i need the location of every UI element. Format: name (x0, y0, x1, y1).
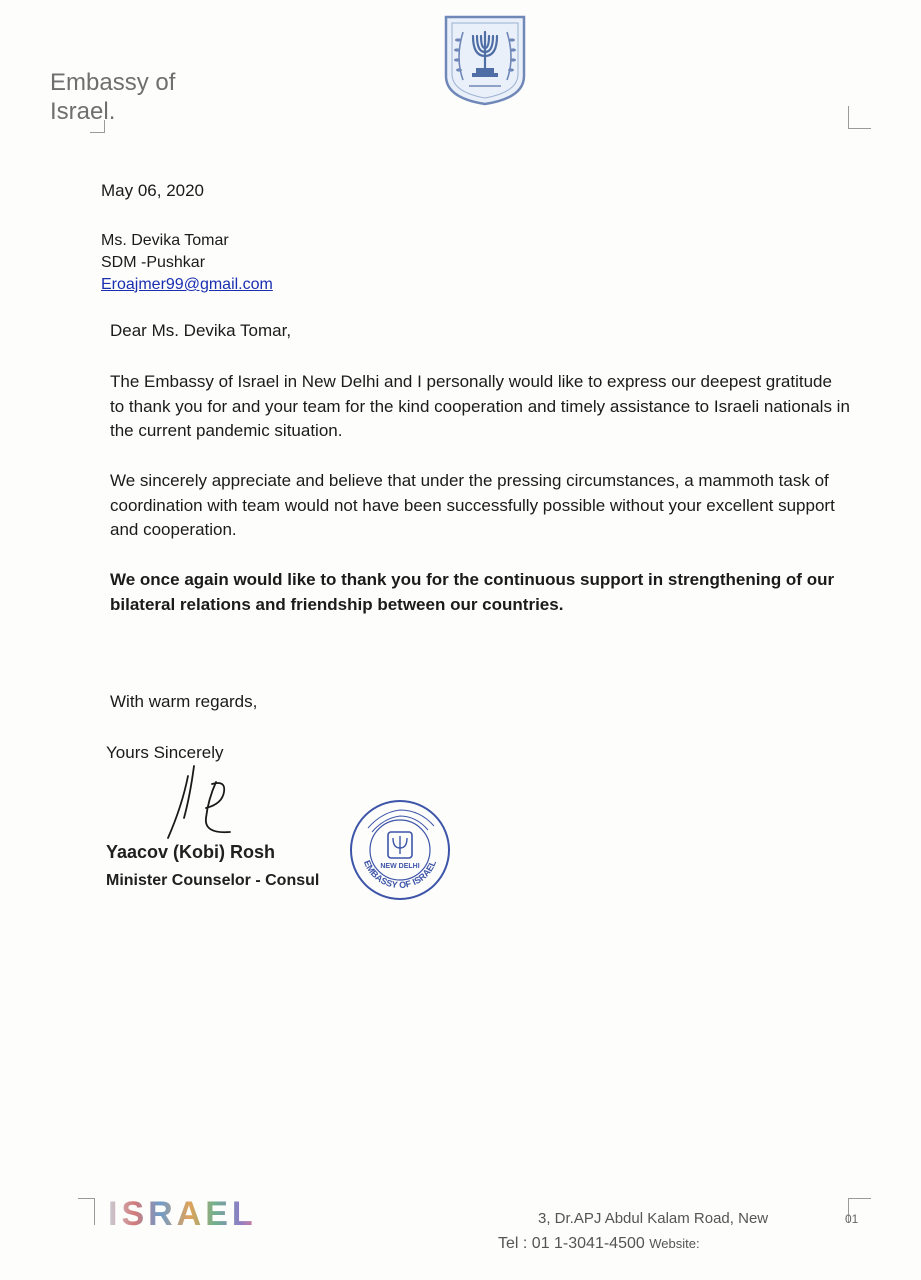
paragraph-1: The Embassy of Israel in New Delhi and I personally would like to express our deepest gratitude to thank you for and your team for the kind cooperation and timely assistance to Israeli nationals in the current pandemic situation. (110, 372, 850, 440)
svg-text:ISRAEL: ISRAEL (108, 1197, 257, 1229)
signer-name: Yaacov (Kobi) Rosh (106, 842, 276, 862)
footer-website-label: Website: (649, 1236, 700, 1251)
sender-line-2: Israel. (50, 98, 116, 125)
recipient-title: SDM -Pushkar (101, 254, 206, 271)
svg-text:EMBASSY OF ISRAEL: EMBASSY OF ISRAEL (361, 858, 439, 891)
page-number: 01 (845, 1212, 859, 1226)
recipient-email-link[interactable]: Eroajmer99@gmail.com (101, 276, 273, 293)
paragraph-3: We once again would like to thank you for the continuous support in strengthening of our bilateral relations and friendship between our countries. (110, 570, 835, 614)
footer-address: 3, Dr.APJ Abdul Kalam Road, New (538, 1210, 769, 1227)
svg-text:NEW DELHI: NEW DELHI (380, 863, 420, 870)
signer-title: Minister Counselor - Consul (106, 872, 320, 889)
handwritten-signature (150, 756, 250, 846)
recipient-block (101, 230, 273, 296)
signoff: Yours Sincerely (106, 743, 224, 762)
israel-brand-logo (106, 1197, 274, 1229)
footer-contact (498, 1235, 700, 1253)
crop-mark-top-left (90, 120, 105, 133)
sender-block (50, 68, 175, 126)
salutation: Dear Ms. Devika Tomar, (110, 321, 292, 340)
recipient-name: Ms. Devika Tomar (101, 232, 229, 249)
footer-telephone: Tel : 01 1-3041-4500 (498, 1235, 645, 1252)
paragraph-2: We sincerely appreciate and believe that under the pressing circumstances, a mammoth task of coordination with team would not have been successfully possible without your excellent support and cooperation. (110, 471, 835, 539)
crop-mark-top-right (848, 106, 871, 129)
menorah-emblem-icon (443, 14, 527, 106)
sender-line-1: Embassy of (50, 69, 176, 96)
crop-mark-bottom-left (78, 1198, 95, 1225)
closing: With warm regards, (110, 692, 258, 711)
letter-date: May 06, 2020 (101, 181, 205, 200)
embassy-seal-icon (348, 798, 452, 902)
